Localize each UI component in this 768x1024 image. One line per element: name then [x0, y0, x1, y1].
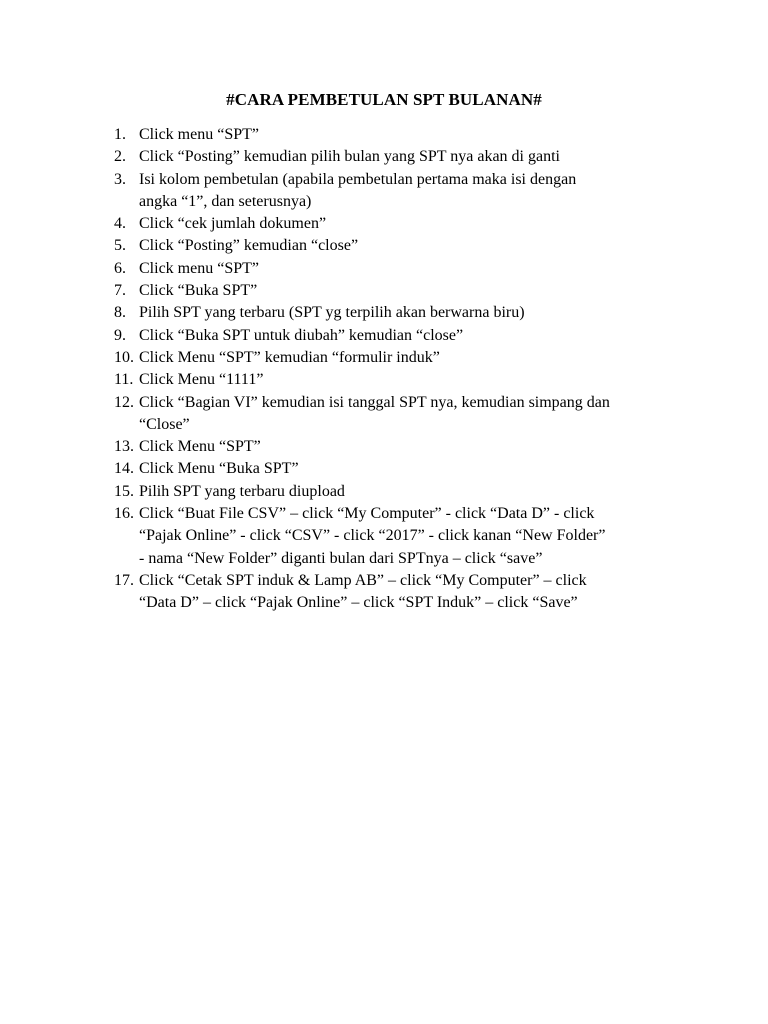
step-item: [114, 458, 694, 480]
step-text-line: Click “Posting” kemudian “close”: [139, 237, 359, 255]
step-number: 15.: [114, 482, 134, 500]
step-number: 5.: [114, 237, 126, 255]
step-text-line: Click “Buka SPT untuk diubah” kemudian “close”: [139, 326, 464, 344]
step-item: [114, 369, 694, 391]
step-text-line: Click Menu “1111”: [139, 371, 264, 389]
step-number: 14.: [114, 460, 134, 478]
step-text-line: Click “Posting” kemudian pilih bulan yang SPT nya akan di ganti: [139, 148, 560, 166]
step-item: [114, 169, 694, 214]
step-item: [114, 146, 694, 168]
step-text-line: Click Menu “Buka SPT”: [139, 460, 299, 478]
step-number: 2.: [114, 148, 126, 166]
step-text-line: “Data D” – click “Pajak Online” – click “SPT Induk” – click “Save”: [139, 594, 578, 612]
step-number: 16.: [114, 505, 134, 523]
steps-list: [114, 124, 694, 615]
step-number: 3.: [114, 170, 126, 188]
step-number: 7.: [114, 282, 126, 300]
step-number: 12.: [114, 393, 134, 411]
step-number: 4.: [114, 215, 126, 233]
step-number: 6.: [114, 259, 126, 277]
step-text-line: - nama “New Folder” diganti bulan dari SPTnya – click “save”: [139, 549, 543, 567]
step-item: [114, 235, 694, 257]
step-text-line: Isi kolom pembetulan (apabila pembetulan pertama maka isi dengan: [139, 170, 577, 188]
step-number: 1.: [114, 126, 126, 143]
step-text-line: Click “Cetak SPT induk & Lamp AB” – click “My Computer” – click: [139, 571, 587, 589]
step-number: 11.: [114, 371, 134, 389]
step-text-line: “Pajak Online” - click “CSV” - click “2017” - click kanan “New Folder”: [139, 527, 606, 545]
step-text-line: Click “Bagian VI” kemudian isi tanggal SPT nya, kemudian simpang dan: [139, 393, 610, 411]
step-item: [114, 347, 694, 369]
step-text-line: Click “Buat File CSV” – click “My Computer” - click “Data D” - click: [139, 505, 595, 523]
step-text-line: Click Menu “SPT” kemudian “formulir induk”: [139, 348, 440, 366]
step-text-line: “Close”: [139, 415, 190, 433]
step-text-line: Pilih SPT yang terbaru diupload: [139, 482, 345, 500]
step-item: [114, 503, 694, 570]
step-item: [114, 481, 694, 503]
step-item: [114, 258, 694, 280]
step-item: [114, 436, 694, 458]
step-number: 13.: [114, 438, 134, 456]
step-item: [114, 392, 694, 437]
step-item: [114, 570, 694, 615]
step-item: [114, 325, 694, 347]
step-text-line: Click “cek jumlah dokumen”: [139, 215, 327, 233]
step-text-line: Pilih SPT yang terbaru (SPT yg terpilih akan berwarna biru): [139, 304, 525, 322]
step-number: 8.: [114, 304, 126, 322]
step-item: [114, 213, 694, 235]
step-text-line: angka “1”, dan seterusnya): [139, 192, 312, 210]
step-number: 17.: [114, 571, 134, 589]
step-number: 10.: [114, 348, 134, 366]
step-item: [114, 280, 694, 302]
step-text-line: Click menu “SPT”: [139, 259, 259, 277]
step-item: [114, 124, 694, 146]
step-text-line: Click Menu “SPT”: [139, 438, 261, 456]
step-text-line: Click “Buka SPT”: [139, 282, 258, 300]
step-item: [114, 302, 694, 324]
document-title: #CARA PEMBETULAN SPT BULANAN#: [226, 90, 542, 109]
step-text-line: Click menu “SPT”: [139, 126, 259, 143]
step-number: 9.: [114, 326, 126, 344]
